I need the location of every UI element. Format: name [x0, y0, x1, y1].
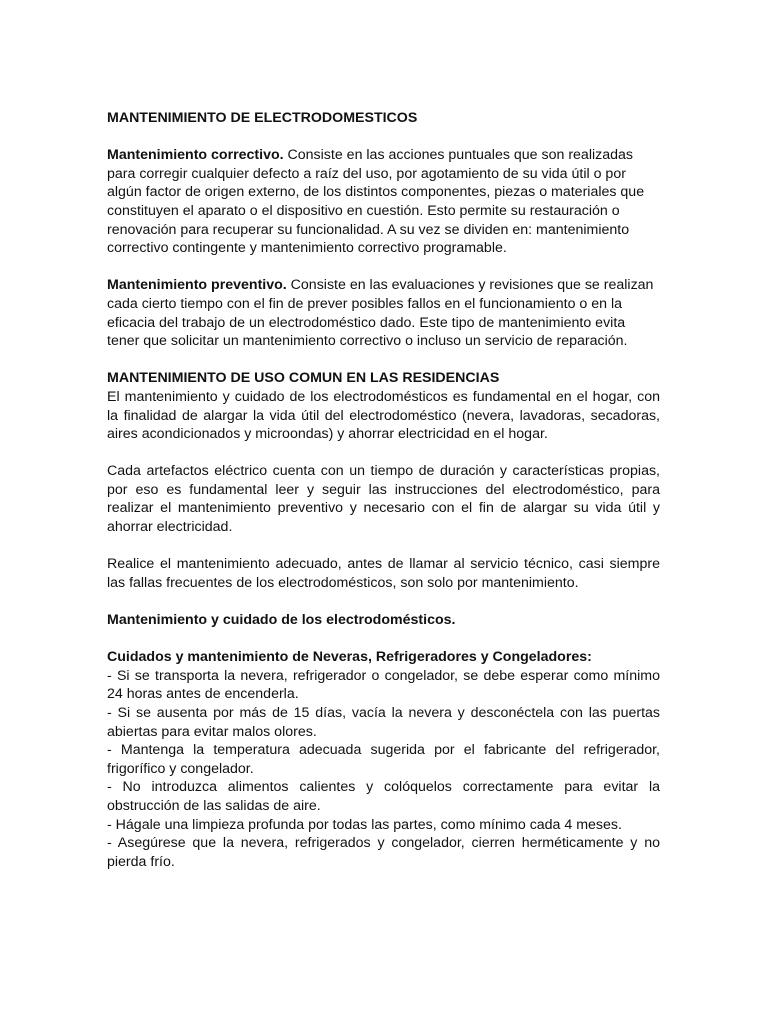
residential-paragraph-2: Cada artefactos eléctrico cuenta con un tiempo de duración y características propias, por eso es fundamental leer y seguir las instrucciones del electrodoméstico, para realizar el mantenimiento preventivo y necesario con el fin de alargar su vida útil y ahorrar electricidad.: [107, 463, 660, 536]
spacer: [107, 444, 660, 463]
list-item: - No introduzca alimentos calientes y colóquelos correctamente para evitar la obstrucción de las salidas de aire.: [107, 779, 660, 814]
corrective-label: Mantenimiento correctivo.: [107, 147, 284, 164]
corrective-text: Consiste en las acciones puntuales que son realizadas para corregir cualquier defecto a raíz del uso, por agotamiento de su vida útil o por algún factor de origen externo, de los distintos componentes, piezas o materiales que constituyen el aparato o el dispositivo en cuestión. Esto permite su restauración o renovación para recuperar su funcionalidad. A su vez se dividen en: mantenimiento correctivo contingente y mantenimiento correctivo programable.: [107, 147, 645, 257]
preventive-text: Consiste en las evaluaciones y revisiones que se realizan cada cierto tiempo con el fin de prever posibles fallos en el funcionamiento o en la eficacia del trabajo de un electrodoméstico dado. Este tipo de mantenimiento evita tener que solicitar un mantenimiento correctivo o incluso un servicio de reparación.: [107, 277, 654, 350]
fridge-heading: Cuidados y mantenimiento de Neveras, Refrigeradores y Congeladores:: [107, 649, 592, 666]
spacer: [107, 592, 660, 611]
residential-paragraph-3: Realice el mantenimiento adecuado, antes de llamar al servicio técnico, casi siempre las fallas frecuentes de los electrodomésticos, son solo por mantenimiento.: [107, 556, 660, 591]
spacer: [107, 128, 660, 147]
care-heading: Mantenimiento y cuidado de los electrodomésticos.: [107, 612, 456, 629]
spacer: [107, 351, 660, 370]
spacer: [107, 537, 660, 556]
residential-heading: MANTENIMIENTO DE USO COMUN EN LAS RESIDENCIAS: [107, 370, 500, 387]
list-item: - Mantenga la temperatura adecuada sugerida por el fabricante del refrigerador, frigorífico y congelador.: [107, 742, 660, 777]
spacer: [107, 630, 660, 649]
document-body: [107, 109, 660, 871]
preventive-paragraph: [107, 276, 660, 350]
list-item: - Si se ausenta por más de 15 días, vacía la nevera y desconéctela con las puertas abiertas para evitar malos olores.: [107, 705, 660, 740]
fridge-list: [107, 667, 660, 872]
spacer: [107, 258, 660, 277]
list-item: - Si se transporta la nevera, refrigerador o congelador, se debe esperar como mínimo 24 horas antes de encenderla.: [107, 667, 660, 703]
document-title: MANTENIMIENTO DE ELECTRODOMESTICOS: [107, 110, 418, 126]
list-item: - Hágale una limpieza profunda por todas las partes, como mínimo cada 4 meses.: [107, 816, 622, 833]
corrective-paragraph: [107, 146, 660, 258]
residential-paragraph-1: El mantenimiento y cuidado de los electrodomésticos es fundamental en el hogar, con la finalidad de alargar la vida útil del electrodoméstico (nevera, lavadoras, secadoras, aires acondicionados y microondas) y ahorrar electricidad en el hogar.: [107, 388, 660, 443]
preventive-label: Mantenimiento preventivo.: [107, 277, 287, 294]
list-item: - Asegúrese que la nevera, refrigerados y congelador, cierren herméticamente y no pierda frío.: [107, 835, 660, 870]
